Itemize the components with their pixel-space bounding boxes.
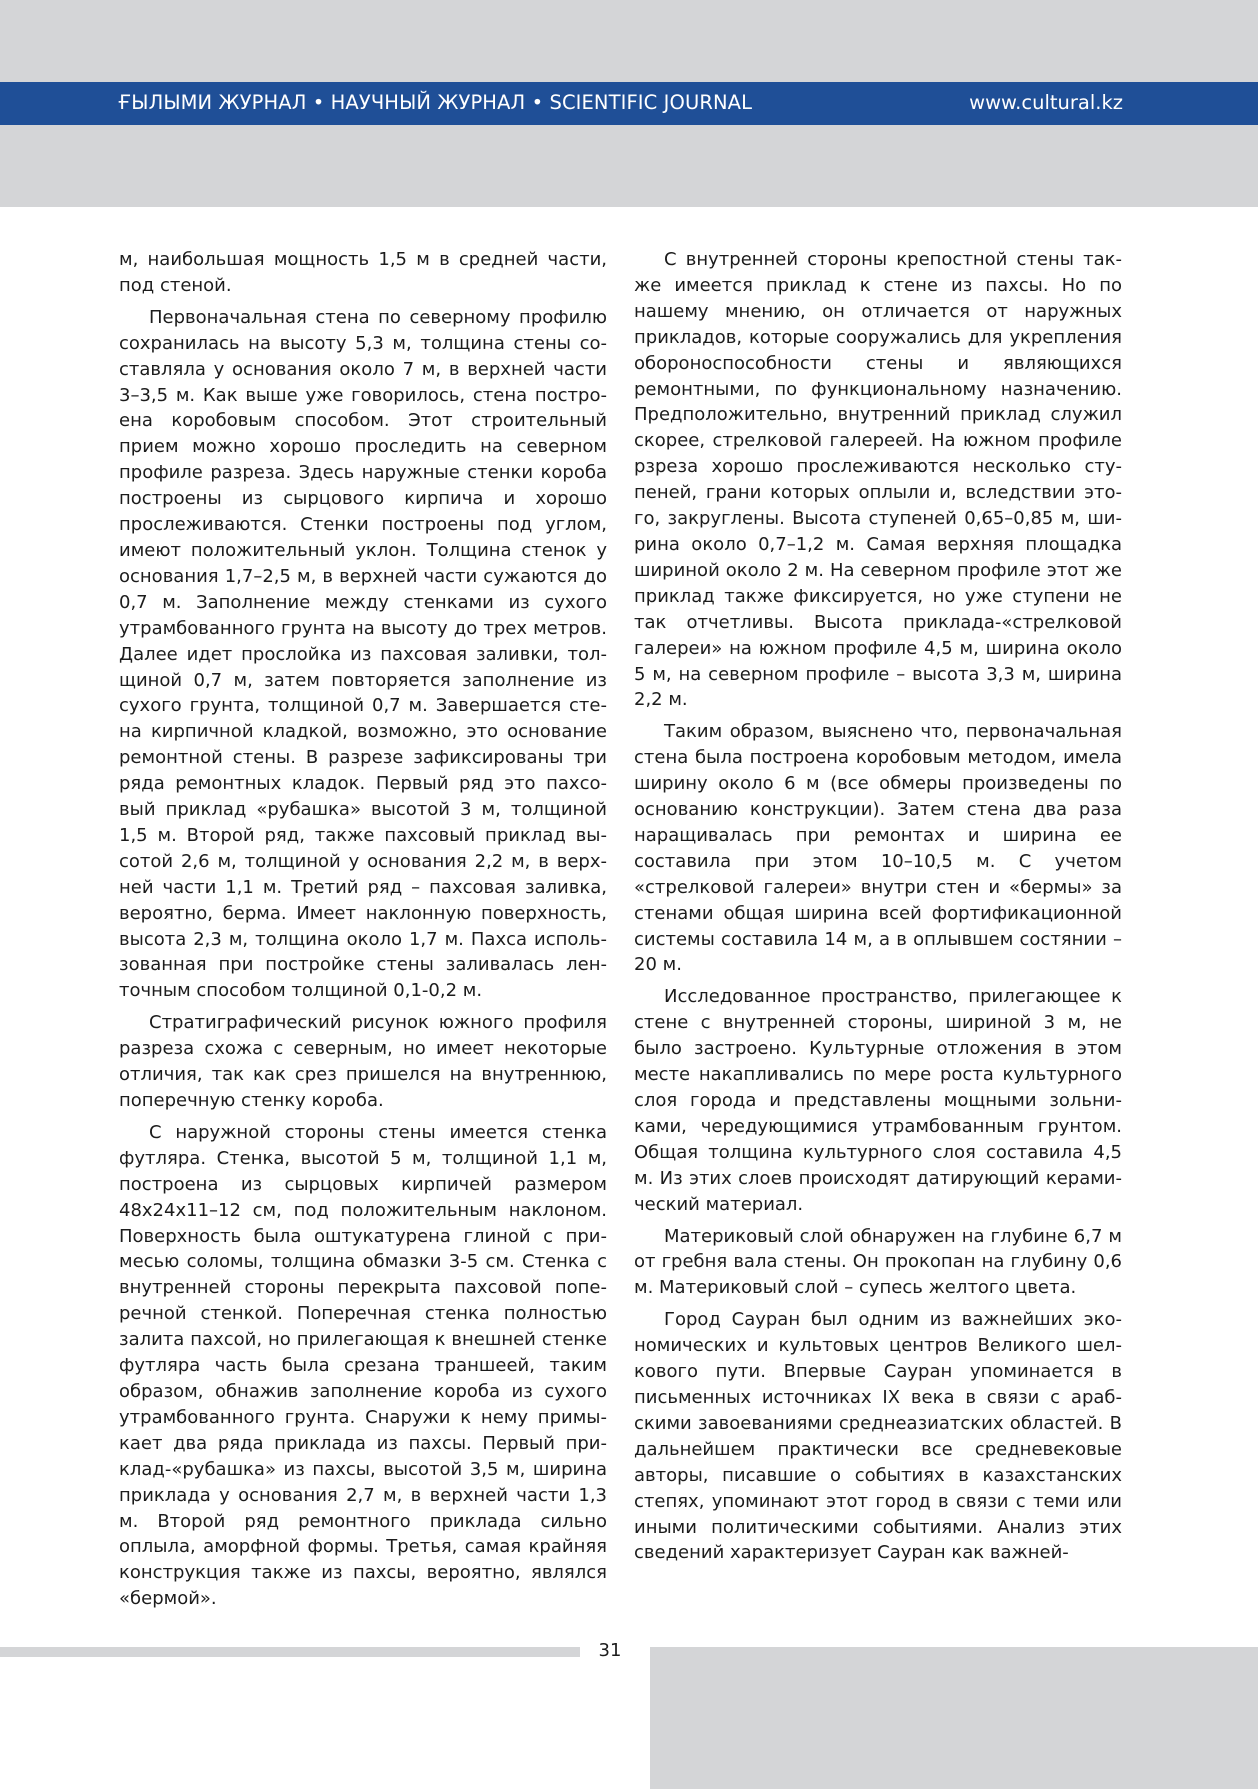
paragraph: Стратиграфический рисунок южного профиля разреза схожа с северным, но имеет некоторые отличия, так как срез пришелся на внутреннюю, поперечную стенку короба.: [119, 1012, 607, 1111]
right-text-column: [634, 247, 1122, 1572]
paragraph: Первоначальная стена по северному профилю сохранилась на высоту 5,3 м, толщина стены составляла у основания около 7 м, в верхней части 3–3,5 м. Как выше уже говорилось, стена построена коробовым способом. Этот строительный прием можно хорошо проследить на северном профиле разреза. Здесь наружные стенки короба построены из сырцового кирпича и хорошо прослеживаются. Стенки построены под углом, имеют положительный уклон. Толщина стенок у основания 1,7–2,5 м, в верхней части сужаются до 0,7 м. Заполнение между стенками из сухого утрамбованного грунта на высоту до трех метров. Далее идет прослойка из пахсовая заливки, толщиной 0,7 м, затем повторяется заполнение из сухого грунта, толщиной 0,7 м. Завершается стена кирпичной кладкой, возможно, это основание ремонтной стены. В разрезе зафиксированы три ряда ремонтных кладок. Первый ряд это пахсовый приклад «рубашка» высотой 3 м, толщиной 1,5 м. Второй ряд, также пахсовый приклад высотой 2,6 м, толщиной у основания 2,2 м, в верхней части 1,1 м. Третий ряд – пахсовая заливка, вероятно, берма. Имеет наклонную поверхность, высота 2,3 м, толщина около 1,7 м. Пахса использованная при постройке стены заливалась ленточным способом толщиной 0,1-0,2 м.: [119, 306, 607, 1002]
paragraph: С внутренней стороны крепостной стены также имеется приклад к стене из пахсы. Но по нашему мнению, он отличается от наружных прикладов, которые сооружались для укрепления обороноспособности стены и являющихся ремонтными, по функциональному назначению. Предположительно, внутренний приклад служил скорее, стрелковой галереей. На южном профиле рзреза хорошо прослеживаются несколько ступеней, грани которых оплыли и, вследствии этого, закруглены. Высота ступеней 0,65–0,85 м, ширина около 0,7–1,2 м. Самая верхняя площадка шириной около 2 м. На северном профиле этот же приклад также фиксируется, но уже ступени не так отчетливы. Высота приклада-«стрелковой галереи» на южном профиле 4,5 м, ширина около 5 м, на северном профиле – высота 3,3 м, ширина 2,2 м.: [634, 249, 1122, 711]
paragraph: м, наибольшая мощность 1,5 м в средней части, под стеной.: [119, 249, 607, 296]
journal-website: www.cultural.kz: [969, 91, 1123, 114]
paragraph: Материковый слой обнаружен на глубине 6,7 м от гребня вала стены. Он прокопан на глубину 0,6 м. Материковый слой – супесь желтого цвета.: [634, 1225, 1122, 1299]
page-number: 31: [598, 1640, 622, 1661]
paragraph: Исследованное пространство, прилегающее к стене с внутренней стороны, шириной 3 м, не было застроено. Культурные отложения в этом месте накапливались по мере роста культурного слоя города и представлены мощными зольниками, чередующимися утрамбованным грунтом. Общая толщина культурного слоя составила 4,5 м. Из этих слоев происходят датирующий керамический материал.: [634, 986, 1122, 1215]
paragraph: С наружной стороны стены имеется стенка футляра. Стенка, высотой 5 м, толщиной 1,1 м, построена из сырцовых кирпичей размером 48x24x11–12 см, под положительным наклоном. Поверхность была оштукатурена глиной с примесью соломы, толщина обмазки 3-5 см. Стенка с внутренней стороны перекрыта пахсовой поперечной стенкой. Поперечная стенка полностью залита пахсой, но прилегающая к внешней стенке футляра часть была срезана траншеей, таким образом, обнажив заполнение короба из сухого утрамбованного грунта. Снаружи к нему примыкает два ряда приклада из пахсы. Первый приклад-«рубашка» из пахсы, высотой 3,5 м, ширина приклада у основания 2,7 м, в верхней части 1,3 м. Второй ряд ремонтного приклада сильно оплыла, аморфной формы. Третья, самая крайняя конструкция также из пахсы, вероятно, являлся «бермой».: [119, 1121, 607, 1610]
paragraph: Город Сауран был одним из важнейших экономических и культовых центров Великого шелкового пути. Впервые Сауран упоминается в письменных источниках IX века в связи с арабскими завоеваниями среднеазиатских областей. В дальнейшем практически все средневековые авторы, писавшие о событиях в казахстанских степях, упоминают этот город в связи с теми или иными политическими событиями. Анализ этих сведений характеризует Сауран как важней-: [634, 1309, 1122, 1564]
footer-gray-rule: [0, 1647, 580, 1657]
paragraph: Таким образом, выяснено что, первоначальная стена была построена коробовым методом, имела ширину около 6 м (все обмеры произведены по основанию конструкции). Затем стена два раза наращивалась при ремонтах и ширина ее составила при этом 10–10,5 м. С учетом «стрелковой галереи» внутри стен и «бермы» за стенами общая ширина всей фортификационной системы составила 14 м, а в оплывшем состянии – 20 м.: [634, 721, 1122, 976]
journal-title: ҒЫЛЫМИ ЖУРНАЛ • НАУЧНЫЙ ЖУРНАЛ • SCIENTIFIC JOURNAL: [118, 91, 753, 114]
footer-gray-block: [650, 1647, 1258, 1789]
left-text-column: [119, 247, 607, 1618]
journal-header-bar: [0, 82, 1258, 125]
